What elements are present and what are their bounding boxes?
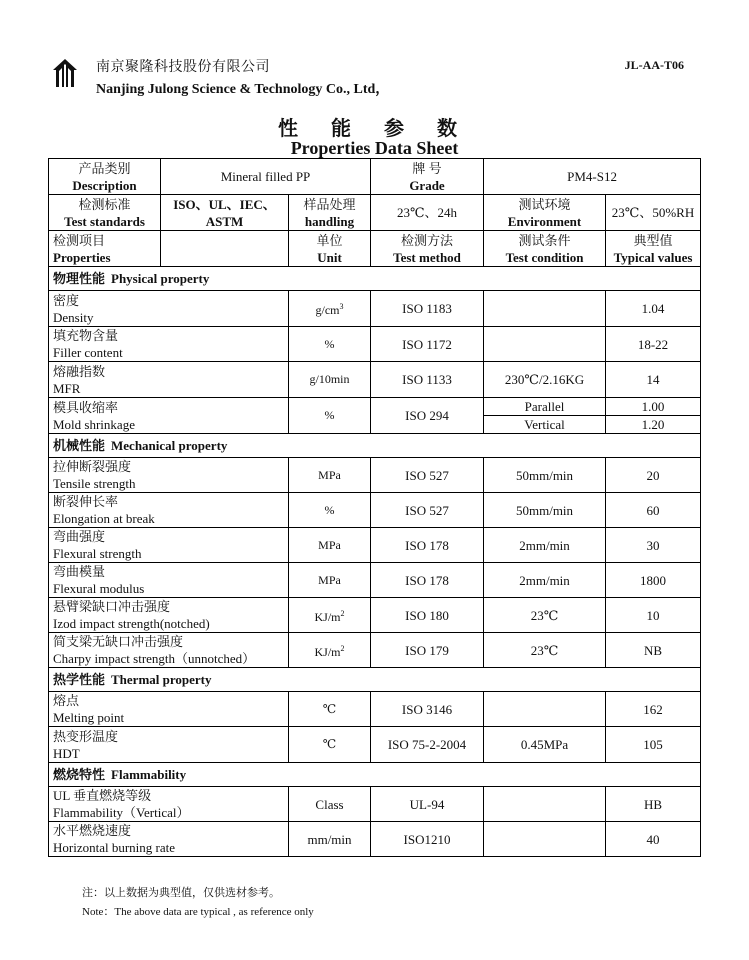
table-row-flexural-strength: 弯曲强度 Flexural strength MPa ISO 178 2mm/min 30 [49, 528, 701, 563]
standards-row [49, 195, 701, 231]
col-method: 检测方法 Test method [371, 231, 484, 267]
table-row-ul94: UL 垂直燃烧等级 Flammability（Vertical） Class UL-94 HB [49, 787, 701, 822]
page-title-cn: 性 能 参 数 [278, 118, 471, 140]
table-row-hdt: 热变形温度 HDT ℃ ISO 75-2-2004 0.45MPa 105 [49, 727, 701, 763]
col-empty [161, 231, 289, 267]
col-properties: 检测项目 Properties [49, 231, 161, 267]
description-label: 产品类别 Description [49, 159, 161, 195]
description-value: Mineral filled PP [161, 159, 371, 195]
table-row-charpy: 简支梁无缺口冲击强度 Charpy impact strength（unnotched） $KJ/m^2$ ISO 179 23℃ NB [49, 633, 701, 668]
standards-value: ISO、UL、IEC、ASTM [161, 195, 289, 231]
section-thermal: 热学性能 Thermal property [49, 668, 701, 692]
col-typical: 典型值 Typical values [606, 231, 701, 267]
standards-label: 检测标准 Test standards [49, 195, 161, 231]
grade-value: PM4-S12 [484, 159, 701, 195]
table-row-melting: 熔点 Melting point ℃ ISO 3146 162 [49, 692, 701, 727]
table-row-filler: 填充物含量 Filler content % ISO 1172 18-22 [49, 327, 701, 362]
julong-logo-icon [52, 58, 78, 88]
table-row-mfr: 熔融指数 MFR g/10min ISO 1133 230℃/2.16KG 14 [49, 362, 701, 398]
note-cn: 注：以上数据为典型值，仅供选材参考。 [82, 887, 280, 899]
table-row-density: 密度 Density $g/cm^3$ ISO 1183 1.04 [49, 291, 701, 327]
environment-value: 23℃、50%RH [606, 195, 701, 231]
handling-label: 样品处理 handling [289, 195, 371, 231]
table-row-flexural-modulus: 弯曲模量 Flexural modulus MPa ISO 178 2mm/min 1800 [49, 563, 701, 598]
col-unit: 单位 Unit [289, 231, 371, 267]
grade-label: 牌 号 Grade [371, 159, 484, 195]
environment-label: 测试环境 Environment [484, 195, 606, 231]
section-mechanical: 机械性能 Mechanical property [49, 434, 701, 458]
table-row-horizontal-burning: 水平燃烧速度 Horizontal burning rate mm/min ISO1210 40 [49, 822, 701, 857]
document-code: JL-AA-T06 [624, 58, 684, 72]
note-en: Note：The above data are typical , as reference only [82, 906, 314, 918]
handling-value: 23℃、24h [371, 195, 484, 231]
table-row-elongation: 断裂伸长率 Elongation at break % ISO 527 50mm/min 60 [49, 493, 701, 528]
company-name-en: Nanjing Julong Science & Technology Co., Ltd， [96, 82, 390, 97]
description-row [49, 159, 701, 195]
table-row-shrinkage: 模具收缩率 Mold shrinkage % ISO 294 Parallel 1.00 [49, 398, 701, 416]
document-header [48, 52, 688, 102]
table-row-shrinkage-vertical: Vertical 1.20 [49, 416, 701, 434]
col-condition: 测试条件 Test condition [484, 231, 606, 267]
page-title-en: Properties Data Sheet [290, 138, 459, 158]
section-flammability: 燃烧特性 Flammability [49, 763, 701, 787]
company-name-cn: 南京聚隆科技股份有限公司 [96, 60, 270, 75]
table-row-tensile: 拉伸断裂强度 Tensile strength MPa ISO 527 50mm/min 20 [49, 458, 701, 493]
properties-table [48, 158, 701, 857]
table-row-izod: 悬臂梁缺口冲击强度 Izod impact strength(notched) $KJ/m^2$ ISO 180 23℃ 10 [49, 598, 701, 633]
column-header-row [49, 231, 701, 267]
section-physical: 物理性能 Physical property [49, 267, 701, 291]
